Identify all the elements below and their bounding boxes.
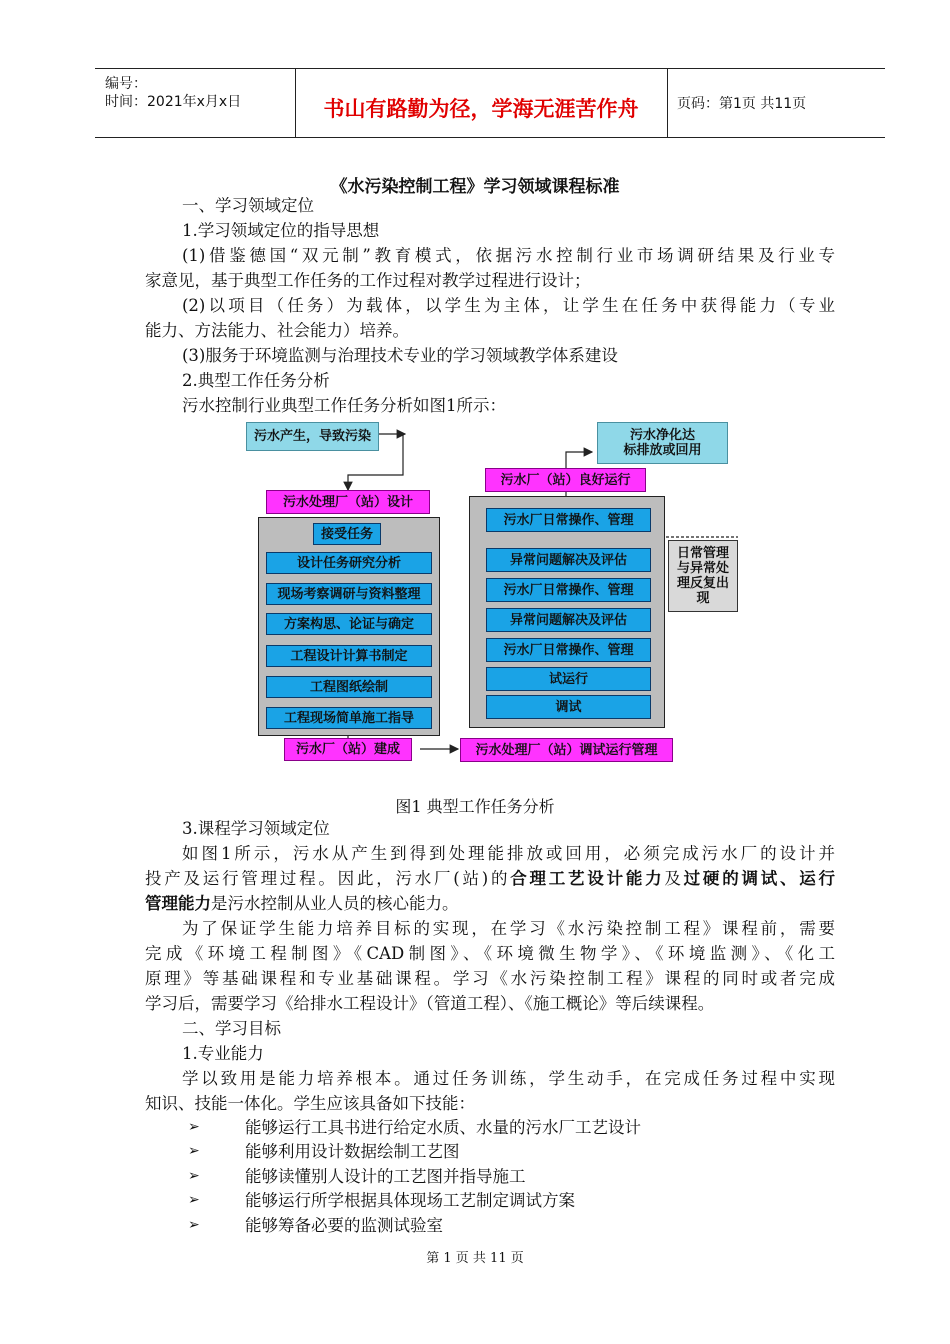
step-daily-operation-2: 污水厂日常操作、管理 xyxy=(486,578,651,602)
outcome-line-1: 污水净化达 xyxy=(629,428,695,443)
box-plant-design: 污水处理厂（站）设计 xyxy=(266,490,430,514)
p5-bold-2: 过硬的调试、运行 xyxy=(683,869,836,888)
paragraph-1-line-2: 家意见，基于典型工作任务的工作过程对教学过程进行设计； xyxy=(145,271,591,290)
motto: 书山有路勤为径，学海无涯苦作舟 xyxy=(323,97,639,121)
p5-text-1: 投产及运行管理过程。因此，污水厂(站)的 xyxy=(145,869,511,888)
box-plant-built: 污水厂（站）建成 xyxy=(284,738,412,761)
paragraph-6-line-3: 原理》等基础课程和专业基础课程。学习《水污染控制工程》课程的同时或者完成 xyxy=(145,969,835,988)
paragraph-7-line-1: 学以致用是能力培养根本。通过任务训练，学生动手，在完成任务过程中实现 xyxy=(182,1069,835,1088)
page-footer: 第 1 页 共 11 页 xyxy=(426,1251,524,1266)
p5-text-3: 是污水控制从业人员的核心能力。 xyxy=(211,894,459,913)
step-construction-guide: 工程现场简单施工指导 xyxy=(266,707,432,729)
p5-text-2: 及 xyxy=(664,869,684,888)
figure-caption: 图1 典型工作任务分析 xyxy=(395,797,555,816)
paragraph-6-line-1: 为了保证学生能力培养目标的实现，在学习《水污染控制工程》课程前，需要 xyxy=(182,919,835,938)
doc-time: 时间：2021年x月x日 xyxy=(105,94,242,110)
paragraph-5-line-2 xyxy=(145,869,835,889)
step-troubleshoot-1: 异常问题解决及评估 xyxy=(486,548,651,572)
paragraph-2-line-1: (2)以项目（任务）为载体，以学生为主体，让学生在任务中获得能力（专业 xyxy=(182,296,835,315)
subsection-heading-1-2: 2.典型工作任务分析 xyxy=(182,371,330,390)
paragraph-5-line-1: 如图1所示，污水从产生到得到处理能排放或回用，必须完成污水厂的设计并 xyxy=(182,844,835,863)
step-debugging: 调试 xyxy=(486,695,651,719)
step-accept-task: 接受任务 xyxy=(313,523,381,545)
step-daily-operation-1: 污水厂日常操作、管理 xyxy=(486,508,651,532)
page-indicator: 页码：第1页 共11页 xyxy=(677,96,807,112)
side-note-line-4: 现 xyxy=(696,591,710,606)
outcome-line-2: 标排放或回用 xyxy=(623,443,702,458)
subsection-heading-1-3: 3.课程学习领域定位 xyxy=(182,819,330,838)
step-site-survey: 现场考察调研与资料整理 xyxy=(266,583,432,605)
section-heading-1: 一、学习领域定位 xyxy=(182,196,314,215)
step-design-analysis: 设计任务研究分析 xyxy=(266,552,432,574)
box-commissioning: 污水处理厂（站）调试运行管理 xyxy=(460,738,673,762)
paragraph-6-line-2: 完成《环境工程制图》《CAD制图》、《环境微生物学》、《环境监测》、《化工 xyxy=(145,944,835,963)
paragraph-1-line-1: (1)借鉴德国“双元制”教育模式，依据污水控制行业市场调研结果及行业专 xyxy=(182,246,835,265)
list-item: 能够运行所学根据具体现场工艺制定调试方案 xyxy=(245,1191,575,1210)
box-outcome xyxy=(597,422,728,464)
step-drawings: 工程图纸绘制 xyxy=(266,676,432,698)
subsection-heading-2-1: 1.专业能力 xyxy=(182,1044,264,1063)
paragraph-3: (3)服务于环境监测与治理技术专业的学习领域教学体系建设 xyxy=(182,346,618,365)
side-note-line-3: 理反复出 xyxy=(676,576,729,591)
box-pollution-source: 污水产生，导致污染 xyxy=(246,422,379,451)
box-side-note xyxy=(668,540,738,612)
arrow-to-outcome xyxy=(566,452,592,468)
bullet-icon: ➢ xyxy=(188,1143,200,1159)
paragraph-5-line-3 xyxy=(145,894,459,914)
p5-bold-1: 合理工艺设计能力 xyxy=(510,869,665,888)
paragraph-6-line-4: 学习后，需要学习《给排水工程设计》（管道工程）、《施工概论》等后续课程。 xyxy=(145,994,715,1013)
subsection-heading-1-1: 1.学习领域定位的指导思想 xyxy=(182,221,380,240)
list-item: 能够筹备必要的监测试验室 xyxy=(245,1216,443,1235)
page-title: 《水污染控制工程》学习领域课程标准 xyxy=(330,177,620,197)
list-item: 能够利用设计数据绘制工艺图 xyxy=(245,1142,460,1161)
list-item: 能够运行工具书进行给定水质、水量的污水厂工艺设计 xyxy=(245,1118,641,1137)
bullet-icon: ➢ xyxy=(188,1168,200,1184)
step-scheme-design: 方案构思、论证与确定 xyxy=(266,613,432,635)
side-note-line-1: 日常管理 xyxy=(676,546,729,561)
step-trial-run: 试运行 xyxy=(486,667,651,691)
list-item: 能够读懂别人设计的工艺图并指导施工 xyxy=(245,1167,526,1186)
step-daily-operation-3: 污水厂日常操作、管理 xyxy=(486,638,651,662)
bullet-icon: ➢ xyxy=(188,1217,200,1233)
paragraph-7-line-2: 知识、技能一体化。学生应该具备如下技能： xyxy=(145,1094,475,1113)
paragraph-2-line-2: 能力、方法能力、社会能力）培养。 xyxy=(145,321,409,340)
bullet-icon: ➢ xyxy=(188,1119,200,1135)
bullet-icon: ➢ xyxy=(188,1192,200,1208)
step-calculation-book: 工程设计计算书制定 xyxy=(266,645,432,667)
doc-number: 编号： xyxy=(105,76,147,92)
paragraph-4: 污水控制行业典型工作任务分析如图1所示： xyxy=(182,396,506,415)
p5-bold-3: 管理能力 xyxy=(145,894,211,913)
step-troubleshoot-2: 异常问题解决及评估 xyxy=(486,608,651,632)
side-note-line-2: 与异常处 xyxy=(676,561,729,576)
section-heading-2: 二、学习目标 xyxy=(182,1019,281,1038)
box-good-operation: 污水厂（站）良好运行 xyxy=(485,468,646,492)
